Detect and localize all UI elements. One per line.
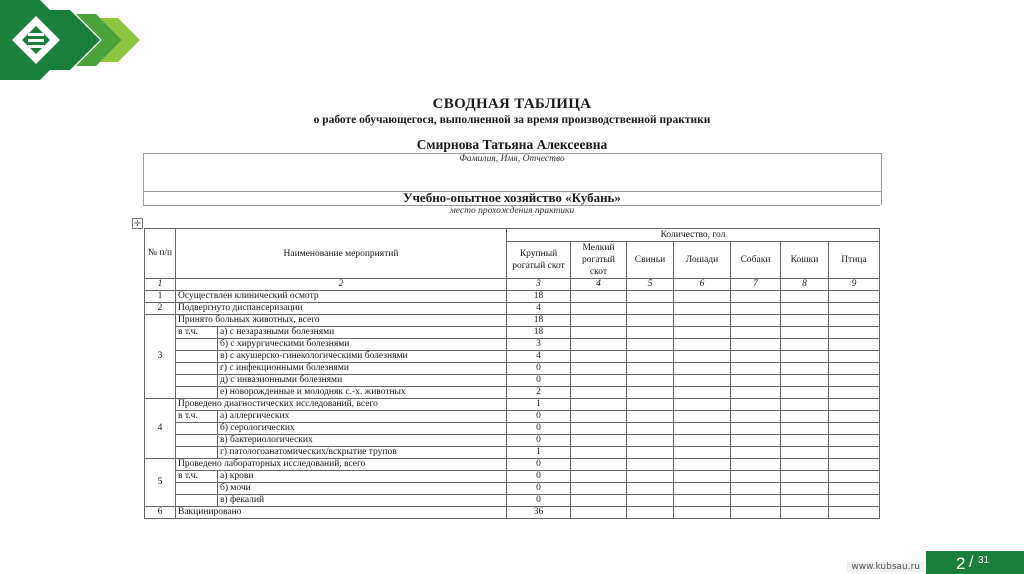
col-animal-header: Лошади bbox=[674, 242, 731, 279]
table-row bbox=[145, 339, 880, 351]
row-number: 1 bbox=[145, 291, 176, 303]
summary-table bbox=[144, 228, 880, 519]
row-value: 0 bbox=[507, 363, 571, 375]
sub-row-label: б) серологических bbox=[218, 423, 507, 435]
table-row bbox=[145, 375, 880, 387]
student-name: Смирнова Татьяна Алексеевна bbox=[416, 137, 608, 152]
practice-place: Учебно-опытное хозяйство «Кубань» bbox=[403, 190, 621, 205]
row-value: 0 bbox=[507, 435, 571, 447]
row-value: 18 bbox=[507, 327, 571, 339]
row-label: Проведено диагностических исследований, всего bbox=[176, 399, 507, 411]
sub-row-label: г) с инфекционными болезнями bbox=[218, 363, 507, 375]
incl-label: в т.ч. bbox=[176, 327, 218, 339]
sub-row-label: е) новорожденные и молодняк с.-х. животных bbox=[218, 387, 507, 399]
col-animal-header: Собаки bbox=[731, 242, 781, 279]
index-cell: 3 bbox=[507, 279, 571, 291]
document-subtitle: о работе обучающегося, выполненной за время производственной практики bbox=[313, 114, 711, 126]
row-number: 3 bbox=[145, 315, 176, 399]
row-value: 0 bbox=[507, 423, 571, 435]
table-row bbox=[145, 363, 880, 375]
table-row bbox=[145, 291, 880, 303]
index-cell: 5 bbox=[627, 279, 674, 291]
table-row bbox=[145, 447, 880, 459]
col-num-header: № п/п bbox=[145, 229, 176, 279]
row-value: 2 bbox=[507, 387, 571, 399]
table-move-handle-icon[interactable]: ✛ bbox=[132, 218, 143, 229]
table-row bbox=[145, 483, 880, 495]
table-row bbox=[145, 387, 880, 399]
col-animal-header: Крупный рогатый скот bbox=[507, 242, 571, 279]
table-row bbox=[145, 423, 880, 435]
table-row bbox=[145, 303, 880, 315]
index-cell: 6 bbox=[674, 279, 731, 291]
row-value: 3 bbox=[507, 339, 571, 351]
row-value: 18 bbox=[507, 315, 571, 327]
row-value: 0 bbox=[507, 411, 571, 423]
sub-row-label: б) мочи bbox=[218, 483, 507, 495]
sub-row-label: б) с хирургическими болезнями bbox=[218, 339, 507, 351]
row-value: 4 bbox=[507, 351, 571, 363]
current-page: 2 bbox=[956, 554, 966, 573]
row-label: Осуществлен клинический осмотр bbox=[176, 291, 507, 303]
row-value: 1 bbox=[507, 447, 571, 459]
col-animal-header: Кошки bbox=[781, 242, 829, 279]
incl-label: в т.ч. bbox=[176, 471, 218, 483]
row-value: 0 bbox=[507, 483, 571, 495]
row-label: Принято больных животных, всего bbox=[176, 315, 507, 327]
row-value: 36 bbox=[507, 507, 571, 519]
sub-row-label: в) фекалий bbox=[218, 495, 507, 507]
row-value: 18 bbox=[507, 291, 571, 303]
index-row bbox=[145, 279, 880, 291]
row-value: 0 bbox=[507, 459, 571, 471]
index-cell: 8 bbox=[781, 279, 829, 291]
sub-row-label: в) с акушерско-гинекологическими болезнями bbox=[218, 351, 507, 363]
header-row bbox=[145, 229, 880, 242]
page-separator: / bbox=[969, 554, 974, 571]
table-row bbox=[145, 411, 880, 423]
table-row bbox=[145, 507, 880, 519]
row-value: 0 bbox=[507, 495, 571, 507]
index-cell: 1 bbox=[145, 279, 176, 291]
place-caption: место прохождения практики bbox=[449, 206, 575, 216]
col-animal-header: Мелкий рогатый скот bbox=[571, 242, 627, 279]
row-value: 0 bbox=[507, 375, 571, 387]
row-label: Подвергнуто диспансеризации bbox=[176, 303, 507, 315]
table-row bbox=[145, 327, 880, 339]
page-counter bbox=[926, 551, 1024, 574]
row-value: 4 bbox=[507, 303, 571, 315]
row-label: Вакцинировано bbox=[176, 507, 507, 519]
sub-row-label: а) аллергических bbox=[218, 411, 507, 423]
row-number: 4 bbox=[145, 399, 176, 459]
col-activity-header: Наименование мероприятий bbox=[176, 229, 507, 279]
quantity-group-header: Количество, гол bbox=[507, 229, 880, 242]
table-row bbox=[145, 495, 880, 507]
row-number: 5 bbox=[145, 459, 176, 507]
table-row bbox=[145, 435, 880, 447]
site-url[interactable]: www.kubsau.ru bbox=[847, 562, 924, 572]
incl-label: в т.ч. bbox=[176, 411, 218, 423]
name-caption: Фамилия, Имя, Отчество bbox=[459, 154, 565, 164]
sub-row-label: в) бактериологических bbox=[218, 435, 507, 447]
sub-row-label: д) с инвазионными болезнями bbox=[218, 375, 507, 387]
total-pages: 31 bbox=[978, 555, 990, 566]
col-animal-header: Свиньи bbox=[627, 242, 674, 279]
index-cell: 2 bbox=[176, 279, 507, 291]
document-title: СВОДНАЯ ТАБЛИЦА bbox=[432, 96, 592, 112]
table-row bbox=[145, 315, 880, 327]
row-label: Проведено лабораторных исследований, всего bbox=[176, 459, 507, 471]
table-row bbox=[145, 399, 880, 411]
table-row bbox=[145, 351, 880, 363]
kubsau-logo bbox=[0, 0, 160, 80]
row-value: 1 bbox=[507, 399, 571, 411]
index-cell: 7 bbox=[731, 279, 781, 291]
index-cell: 4 bbox=[571, 279, 627, 291]
row-number: 6 bbox=[145, 507, 176, 519]
table-row bbox=[145, 459, 880, 471]
sub-row-label: г) патологоанатомических/вскрытие трупов bbox=[218, 447, 507, 459]
row-value: 0 bbox=[507, 471, 571, 483]
index-cell: 9 bbox=[829, 279, 880, 291]
sub-row-label: а) крови bbox=[218, 471, 507, 483]
col-animal-header: Птица bbox=[829, 242, 880, 279]
row-number: 2 bbox=[145, 303, 176, 315]
sub-row-label: а) с незаразными болезнями bbox=[218, 327, 507, 339]
table-row bbox=[145, 471, 880, 483]
